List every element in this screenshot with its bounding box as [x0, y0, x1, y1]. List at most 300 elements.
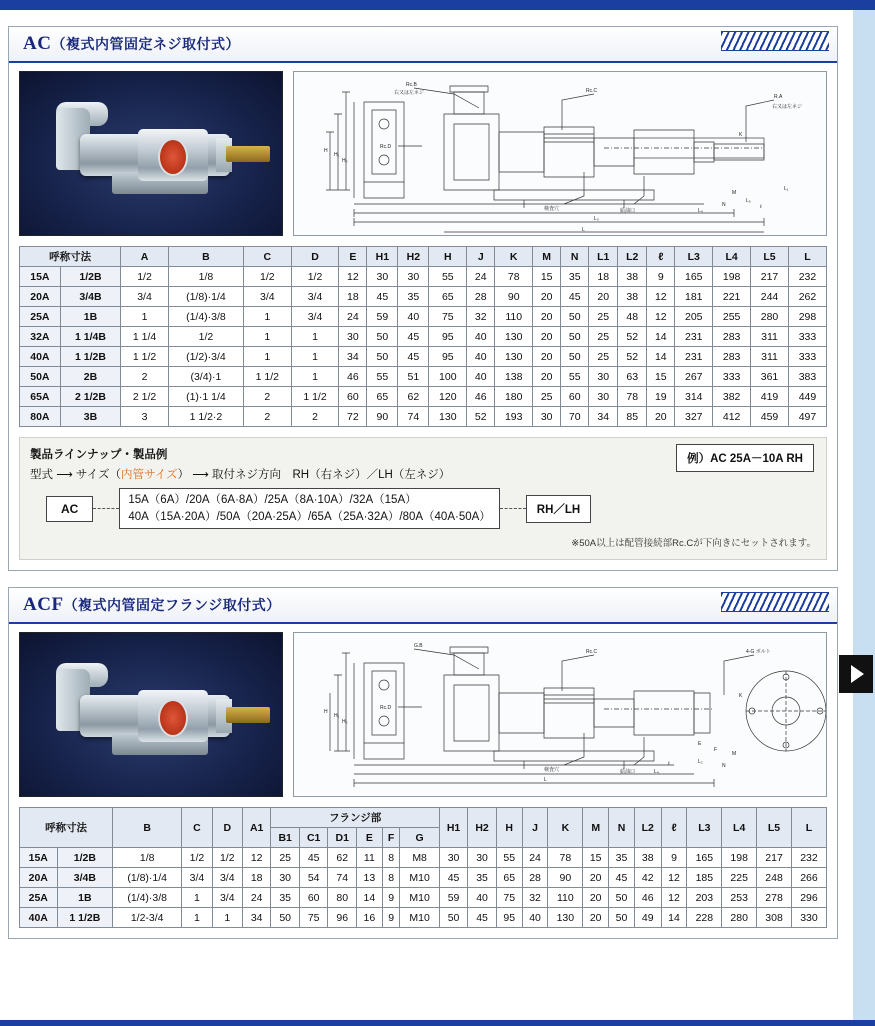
section-ac-title: [23, 33, 240, 55]
product-lineup-ac: [19, 437, 827, 560]
cell-size-b: 1 1/2B: [57, 908, 113, 928]
col-header-L: L: [788, 247, 826, 267]
cell-value: 35: [561, 267, 589, 287]
lineup-thread-label: 取付ネジ方向 RH（右ネジ）／LH（左ネジ）: [212, 469, 451, 481]
cell-value: 3/4: [121, 287, 169, 307]
cell-value: 38: [634, 848, 661, 868]
cell-size: 65A: [20, 387, 61, 407]
cell-value: 383: [788, 367, 826, 387]
cell-value: 296: [791, 888, 826, 908]
play-icon: [851, 665, 864, 683]
col-header-H1-acf: H1: [439, 808, 468, 848]
cell-value: 3: [121, 407, 169, 427]
hatch-decoration-2: [721, 592, 829, 612]
spec-table-ac: [19, 246, 827, 427]
svg-text:H₁: H₁: [334, 713, 340, 720]
cell-value: 12: [661, 868, 687, 888]
cell-value: 9: [647, 267, 675, 287]
next-page-button[interactable]: [839, 655, 873, 693]
svg-text:L₂: L₂: [698, 759, 703, 766]
svg-text:H: H: [324, 148, 328, 154]
cell-value: 45: [439, 868, 468, 888]
cell-value: 62: [398, 387, 429, 407]
svg-text:M: M: [732, 751, 737, 758]
cell-value: 40: [398, 307, 429, 327]
cell-value: 314: [675, 387, 713, 407]
svg-text:給油口: 給油口: [620, 769, 636, 776]
cell-value: 32: [467, 307, 495, 327]
spec-table-acf: [19, 807, 827, 928]
svg-text:ℓ: ℓ: [668, 761, 670, 768]
col-header-E: E: [339, 247, 367, 267]
svg-text:Rc.C: Rc.C: [586, 88, 598, 94]
product-photo-acf: [19, 632, 283, 797]
section-acf: [8, 587, 838, 939]
cell-value: M10: [400, 908, 439, 928]
cell-value: 14: [661, 908, 687, 928]
cell-value: 32: [522, 888, 548, 908]
cell-value: 278: [757, 888, 792, 908]
cell-value: 1 1/4: [121, 327, 169, 347]
right-side-strip: [853, 10, 875, 1026]
cell-value: 198: [713, 267, 751, 287]
svg-text:R.A: R.A: [774, 94, 783, 100]
col-header-F-acf: F: [382, 828, 400, 848]
cell-value: 217: [751, 267, 789, 287]
cell-size: 15A: [20, 848, 58, 868]
cell-size-b: 1/2B: [60, 267, 120, 287]
cell-value: 52: [467, 407, 495, 427]
col-header-B-acf: B: [113, 808, 182, 848]
cell-value: 49: [634, 908, 661, 928]
cell-value: 2: [243, 387, 291, 407]
cell-value: 63: [618, 367, 647, 387]
cell-value: 203: [687, 888, 722, 908]
cell-value: 9: [382, 908, 400, 928]
cell-value: 42: [634, 868, 661, 888]
cell-value: 1: [212, 908, 242, 928]
cell-value: 3/4: [291, 307, 339, 327]
cell-value: 60: [299, 888, 328, 908]
section-ac-subtitle: （複式内管固定ネジ取付式）: [51, 36, 240, 52]
table-row: [20, 307, 827, 327]
cell-value: 1/2: [212, 848, 242, 868]
cell-value: 48: [618, 307, 647, 327]
cell-value: 130: [429, 407, 467, 427]
table-row: [20, 347, 827, 367]
cell-value: 30: [589, 367, 618, 387]
cell-size-b: 1B: [60, 307, 120, 327]
cell-value: 60: [339, 387, 367, 407]
svg-text:H₂: H₂: [342, 719, 348, 726]
cell-value: 9: [382, 888, 400, 908]
spec-table-acf-head: [20, 808, 827, 848]
svg-text:E: E: [698, 741, 702, 748]
svg-text:給油口: 給油口: [620, 208, 636, 214]
cell-value: 38: [618, 287, 647, 307]
model-box: AC: [46, 496, 93, 522]
section-ac-header: [9, 27, 837, 63]
col-header-H1: H1: [367, 247, 398, 267]
section-acf-subtitle: （複式内管固定フランジ取付式）: [63, 597, 281, 614]
cell-value: 180: [495, 387, 533, 407]
col-header-L2-acf: L2: [634, 808, 661, 848]
cell-value: 18: [242, 868, 271, 888]
cell-value: 198: [722, 848, 757, 868]
cell-value: 248: [757, 868, 792, 888]
cell-value: 15: [647, 367, 675, 387]
cell-value: 40: [468, 888, 497, 908]
cell-value: 74: [398, 407, 429, 427]
cell-value: 25: [271, 848, 300, 868]
cell-value: 90: [495, 287, 533, 307]
col-header-G-acf: G: [400, 828, 439, 848]
cell-value: 9: [661, 848, 687, 868]
cell-value: 55: [496, 848, 522, 868]
svg-text:G.B: G.B: [414, 643, 423, 650]
connector-line-2: [500, 508, 526, 509]
col-header-size: 呼称寸法: [20, 247, 121, 267]
cell-value: 120: [429, 387, 467, 407]
cell-value: 60: [561, 387, 589, 407]
table-row: [20, 908, 827, 928]
col-header-M: M: [533, 247, 561, 267]
lineup-title: 製品ラインナップ・製品例: [30, 449, 168, 461]
cell-value: 78: [618, 387, 647, 407]
cell-value: 35: [271, 888, 300, 908]
arrow-icon-2: ⟶: [192, 469, 209, 481]
cell-value: 283: [713, 327, 751, 347]
cell-value: 16: [356, 908, 382, 928]
cell-value: 62: [328, 848, 357, 868]
col-header-L-acf: L: [791, 808, 826, 848]
col-header-H2-acf: H2: [468, 808, 497, 848]
table-row: [20, 367, 827, 387]
cell-value: 12: [647, 307, 675, 327]
product-photo-ac: [19, 71, 283, 236]
cell-value: 217: [757, 848, 792, 868]
cell-value: 70: [561, 407, 589, 427]
cell-value: 1: [121, 307, 169, 327]
cell-value: 75: [429, 307, 467, 327]
cell-value: 78: [548, 848, 583, 868]
cell-value: 24: [467, 267, 495, 287]
cell-size: 15A: [20, 267, 61, 287]
cell-size: 40A: [20, 347, 61, 367]
cell-value: 46: [339, 367, 367, 387]
cell-value: 327: [675, 407, 713, 427]
cell-value: 1 1/2·2: [168, 407, 243, 427]
cell-value: 3/4: [243, 287, 291, 307]
cell-value: 185: [687, 868, 722, 888]
cell-size: 25A: [20, 888, 58, 908]
cell-value: 110: [548, 888, 583, 908]
col-header-J-acf: J: [522, 808, 548, 848]
cell-value: 8: [382, 848, 400, 868]
cell-value: 24: [242, 888, 271, 908]
cell-value: 20: [589, 287, 618, 307]
cell-value: 24: [522, 848, 548, 868]
col-header-A: A: [121, 247, 169, 267]
cell-value: 28: [467, 287, 495, 307]
cell-value: 55: [429, 267, 467, 287]
cell-value: 412: [713, 407, 751, 427]
cell-value: 90: [367, 407, 398, 427]
cell-value: 193: [495, 407, 533, 427]
cell-value: 34: [589, 407, 618, 427]
cell-value: 12: [647, 287, 675, 307]
svg-text:右又は左ネジ: 右又は左ネジ: [394, 90, 425, 96]
cell-value: 95: [429, 347, 467, 367]
cell-value: 40: [467, 327, 495, 347]
cell-value: 46: [467, 387, 495, 407]
cell-value: 20: [533, 307, 561, 327]
svg-text:Rc.D: Rc.D: [380, 705, 392, 712]
cell-value: 34: [339, 347, 367, 367]
svg-text:L: L: [582, 227, 585, 233]
cell-value: 14: [647, 327, 675, 347]
cell-value: 3/4: [291, 287, 339, 307]
cell-value: 40: [467, 367, 495, 387]
cell-value: 419: [751, 387, 789, 407]
cell-value: 1/2: [291, 267, 339, 287]
cell-value: 165: [687, 848, 722, 868]
svg-text:N: N: [722, 202, 726, 208]
cell-value: 24: [339, 307, 367, 327]
cell-value: 45: [561, 287, 589, 307]
cell-value: 35: [398, 287, 429, 307]
cell-value: 333: [713, 367, 751, 387]
col-header-N-acf: N: [609, 808, 635, 848]
cell-value: 45: [609, 868, 635, 888]
cell-value: 244: [751, 287, 789, 307]
thread-direction-box: RH／LH: [526, 495, 591, 523]
cell-value: 2: [243, 407, 291, 427]
cell-value: 1/2: [182, 848, 212, 868]
lineup-flow-row: [30, 488, 816, 529]
cell-value: 35: [468, 868, 497, 888]
cell-value: 90: [548, 868, 583, 888]
cell-size-b: 1B: [57, 888, 113, 908]
top-banner: [0, 0, 875, 10]
dimension-drawing-ac: [293, 71, 827, 236]
cell-value: 19: [647, 387, 675, 407]
cell-size-b: 1 1/2B: [60, 347, 120, 367]
cell-value: 34: [242, 908, 271, 928]
cell-value: 78: [495, 267, 533, 287]
cell-value: 1: [243, 307, 291, 327]
cell-value: 1: [182, 888, 212, 908]
spec-table-ac-body: [20, 267, 827, 427]
size-list-line-1: [128, 492, 490, 509]
cell-value: 298: [788, 307, 826, 327]
cell-value: 30: [468, 848, 497, 868]
cell-value: 28: [522, 868, 548, 888]
col-header-L5: L5: [751, 247, 789, 267]
size-list-text-2: 40A（15A·20A）/50A（20A·25A）/65A（25A·32A）/80A（40A·50A）: [128, 510, 491, 523]
table-row: [20, 868, 827, 888]
cell-value: 1 1/2: [291, 387, 339, 407]
cell-size-b: 1/2B: [57, 848, 113, 868]
cell-value: 130: [495, 347, 533, 367]
col-header-K: K: [495, 247, 533, 267]
cell-value: 20: [583, 908, 609, 928]
lineup-size-suffix: ）: [177, 469, 190, 481]
hatch-decoration: [721, 31, 829, 51]
cell-value: 12: [242, 848, 271, 868]
cell-value: 205: [675, 307, 713, 327]
svg-text:L₄: L₄: [654, 769, 659, 776]
cell-value: 1: [243, 327, 291, 347]
cell-value: 40: [522, 908, 548, 928]
table-row: [20, 888, 827, 908]
cell-value: 1 1/2: [243, 367, 291, 387]
col-header-H2: H2: [398, 247, 429, 267]
cell-value: 253: [722, 888, 757, 908]
svg-text:右又は左ネジ: 右又は左ネジ: [772, 104, 803, 110]
cell-value: 65: [429, 287, 467, 307]
cell-value: 255: [713, 307, 751, 327]
cell-value: 20: [533, 327, 561, 347]
section-ac-code: AC: [23, 33, 52, 54]
cell-value: 231: [675, 347, 713, 367]
col-header-L3-acf: L3: [687, 808, 722, 848]
cell-value: 1/2: [168, 327, 243, 347]
svg-text:K: K: [739, 132, 743, 138]
svg-text:L: L: [544, 777, 547, 784]
size-list-box: [119, 488, 499, 529]
size-list-line-2: [128, 509, 490, 526]
cell-size: 32A: [20, 327, 61, 347]
spec-table-acf-body: [20, 848, 827, 928]
cell-value: 15: [533, 267, 561, 287]
cell-value: 165: [675, 267, 713, 287]
cell-value: M10: [400, 868, 439, 888]
lineup-note: ※50A以上は配管接続部Rc.Cが下向きにセットされます。: [571, 538, 816, 550]
col-header-L2: L2: [618, 247, 647, 267]
cell-size-b: 2B: [60, 367, 120, 387]
cell-value: 3/4: [212, 888, 242, 908]
cell-size: 40A: [20, 908, 58, 928]
cell-value: 50: [439, 908, 468, 928]
cell-value: 59: [439, 888, 468, 908]
cell-value: 25: [589, 327, 618, 347]
cell-value: 45: [398, 327, 429, 347]
cell-value: 283: [713, 347, 751, 367]
cell-size-b: 2 1/2B: [60, 387, 120, 407]
cell-value: 18: [589, 267, 618, 287]
cell-size: 80A: [20, 407, 61, 427]
col-header-L3: L3: [675, 247, 713, 267]
section-ac-figures: [19, 71, 827, 236]
table-row: [20, 327, 827, 347]
cell-value: (1)·1 1/4: [168, 387, 243, 407]
section-acf-title: [23, 594, 281, 616]
cell-value: 1/2: [243, 267, 291, 287]
cell-value: 95: [496, 908, 522, 928]
cell-value: 55: [561, 367, 589, 387]
cell-value: 232: [788, 267, 826, 287]
cell-value: M8: [400, 848, 439, 868]
col-header-D-acf: D: [212, 808, 242, 848]
svg-text:ℓ: ℓ: [760, 204, 762, 210]
cell-value: 2: [291, 407, 339, 427]
section-acf-body: [9, 624, 837, 938]
cell-value: 52: [618, 327, 647, 347]
svg-text:H: H: [324, 709, 328, 716]
cell-value: 1: [291, 367, 339, 387]
cell-value: 20: [533, 287, 561, 307]
col-header-l-acf: ℓ: [661, 808, 687, 848]
cell-size-b: 3/4B: [60, 287, 120, 307]
cell-size-b: 3B: [60, 407, 120, 427]
cell-value: 50: [367, 327, 398, 347]
col-header-D1: D1: [328, 828, 357, 848]
cell-value: 311: [751, 347, 789, 367]
cell-value: 30: [339, 327, 367, 347]
cell-value: 1 1/2: [121, 347, 169, 367]
col-header-B: B: [168, 247, 243, 267]
svg-text:H₂: H₂: [342, 158, 348, 164]
cell-value: (1/4)·3/8: [113, 888, 182, 908]
cell-value: 1/8: [113, 848, 182, 868]
cell-value: 1: [243, 347, 291, 367]
cell-value: 35: [609, 848, 635, 868]
cell-value: 15: [583, 848, 609, 868]
cell-value: 30: [398, 267, 429, 287]
svg-text:4-G ボルト: 4-G ボルト: [746, 649, 771, 656]
svg-text:H₁: H₁: [334, 152, 340, 158]
section-acf-header: [9, 588, 837, 624]
cell-value: 1/2-3/4: [113, 908, 182, 928]
svg-text:L₁: L₁: [784, 186, 789, 192]
cell-size: 20A: [20, 868, 58, 888]
table-row: [20, 287, 827, 307]
cell-value: 50: [367, 347, 398, 367]
cell-value: 38: [618, 267, 647, 287]
cell-value: 85: [618, 407, 647, 427]
cell-value: 75: [299, 908, 328, 928]
cell-value: 25: [589, 307, 618, 327]
col-header-B1: B1: [271, 828, 300, 848]
cell-value: 8: [382, 868, 400, 888]
cell-value: 267: [675, 367, 713, 387]
cell-value: 333: [788, 327, 826, 347]
cell-value: 361: [751, 367, 789, 387]
cell-value: 262: [788, 287, 826, 307]
spec-table-ac-head: [20, 247, 827, 267]
cell-size: 50A: [20, 367, 61, 387]
cell-value: 80: [328, 888, 357, 908]
cell-value: 1: [291, 347, 339, 367]
cell-value: 266: [791, 868, 826, 888]
cell-value: 18: [339, 287, 367, 307]
cell-value: 1/2: [121, 267, 169, 287]
cell-value: 181: [675, 287, 713, 307]
cell-value: 50: [561, 307, 589, 327]
cell-value: 14: [356, 888, 382, 908]
cell-value: 20: [533, 367, 561, 387]
cell-value: 231: [675, 327, 713, 347]
cell-value: 50: [561, 347, 589, 367]
cell-value: 65: [496, 868, 522, 888]
cell-value: 11: [356, 848, 382, 868]
section-acf-figures: [19, 632, 827, 797]
cell-value: 20: [647, 407, 675, 427]
col-header-C1: C1: [299, 828, 328, 848]
col-header-A1-acf: A1: [242, 808, 271, 848]
cell-value: 45: [398, 347, 429, 367]
